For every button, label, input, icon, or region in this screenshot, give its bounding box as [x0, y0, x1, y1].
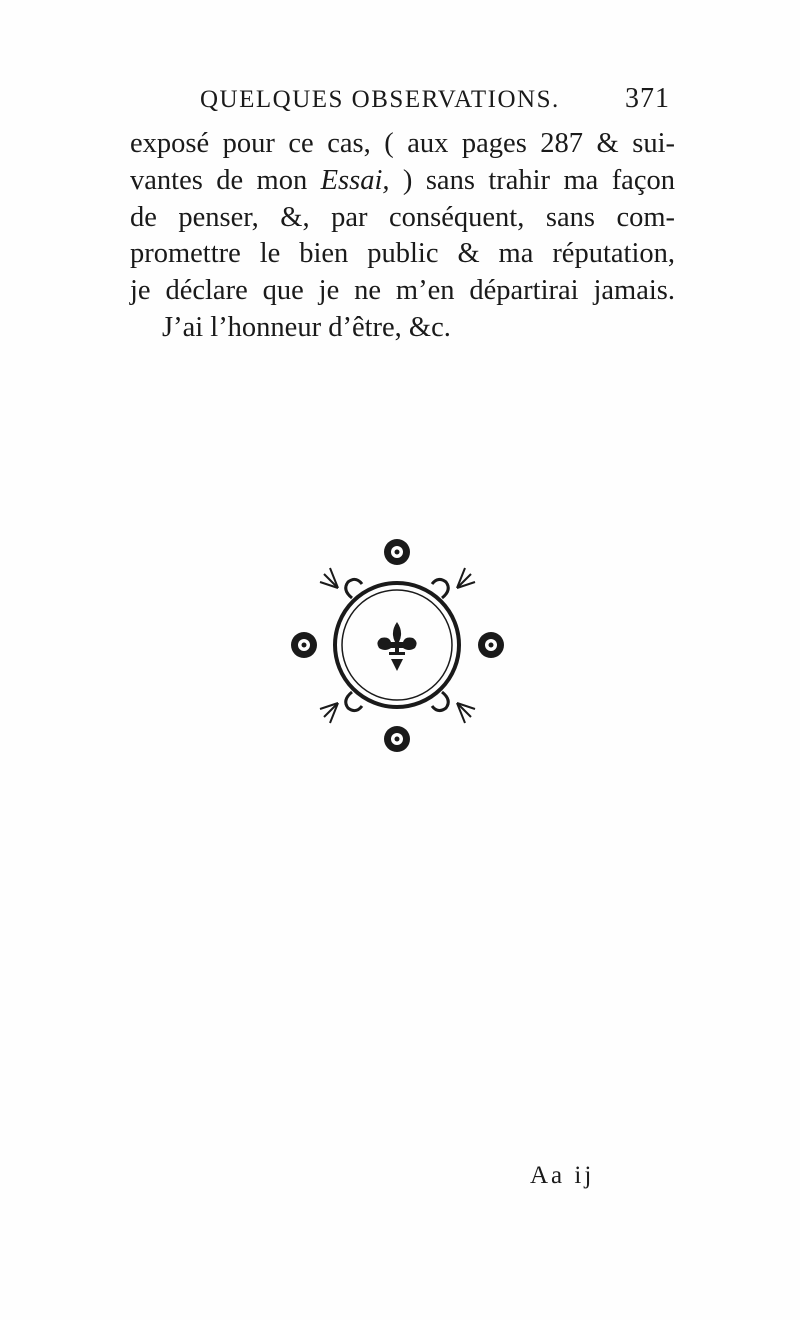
text-line: de penser, &, par conséquent, sans com- [130, 201, 675, 233]
italic-title: Essai, [320, 164, 390, 196]
body-text [130, 126, 675, 347]
fleuron-wreath-icon [290, 538, 505, 753]
page-number: 371 [625, 83, 670, 114]
running-head [200, 83, 670, 123]
text-line: promettre le bien public & ma réputation, [130, 238, 675, 270]
text-line: je déclare que je ne m’en départirai jamais. [130, 275, 675, 307]
running-head-title: QUELQUES OBSERVATIONS. [200, 86, 560, 113]
text-line: vantes de mon Essai, ) sans trahir ma façon [130, 164, 675, 196]
text-line: exposé pour ce cas, ( aux pages 287 & sui- [130, 128, 675, 159]
signature-mark: Aa ij [530, 1162, 595, 1189]
closing-line: J’ai l’honneur d’être, &c. [162, 311, 451, 343]
